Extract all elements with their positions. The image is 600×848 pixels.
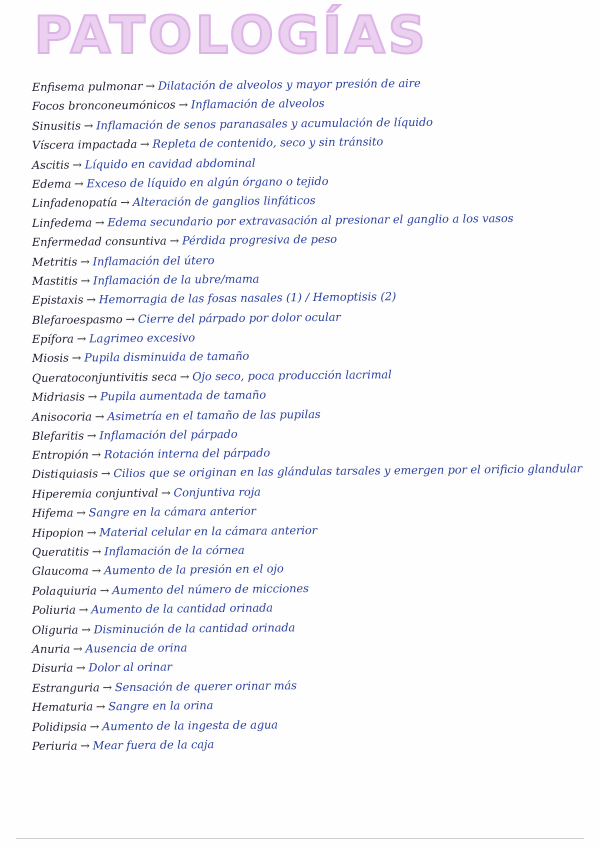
arrow-icon: →: [178, 98, 188, 112]
definition: Sangre en la cámara anterior: [88, 504, 257, 520]
arrow-icon: →: [81, 622, 91, 637]
arrow-icon: →: [91, 448, 102, 462]
term: Distiquiasis: [31, 467, 99, 481]
definition: Líquido en cavidad abdominal: [84, 156, 256, 172]
arrow-icon: →: [76, 506, 86, 520]
definition: Aumento de la ingesta de agua: [102, 717, 279, 733]
term: Polaquiuria: [31, 584, 97, 598]
definition: Conjuntiva roja: [173, 485, 261, 500]
term: Hiperemia conjuntival: [31, 486, 159, 501]
definition: Edema secundario por extravasación al presionar el ganglio a los vasos: [107, 211, 514, 229]
term: Oliguria: [31, 623, 79, 637]
definition: Repleta de contenido, seco y sin tránsito: [152, 135, 384, 151]
definition: Hemorragia de las fosas nasales (1) / Hemoptisis (2): [98, 290, 397, 307]
term: Estranguria: [31, 681, 100, 695]
arrow-icon: →: [74, 177, 84, 191]
arrow-icon: →: [86, 525, 97, 540]
term: Enfermedad consuntiva: [31, 234, 167, 250]
arrow-icon: →: [72, 158, 82, 172]
definition: Inflamación del útero: [92, 253, 215, 268]
definition: Lagrimeo excesivo: [89, 331, 196, 346]
arrow-icon: →: [83, 119, 94, 133]
arrow-icon: →: [169, 234, 180, 248]
arrow-icon: →: [87, 390, 98, 404]
arrow-icon: →: [73, 642, 83, 656]
arrow-icon: →: [125, 312, 136, 326]
arrow-icon: →: [78, 603, 89, 617]
term: Polidipsia: [31, 719, 87, 734]
term: Queratoconjuntivitis seca: [31, 370, 178, 385]
term: Poliuria: [31, 603, 76, 618]
definition: Cierre del párpado por dolor ocular: [137, 310, 341, 326]
arrow-icon: →: [179, 370, 190, 384]
term: Glaucoma: [31, 564, 89, 579]
term: Metritis: [31, 255, 78, 269]
term: Enfisema pulmonar: [31, 79, 143, 94]
definition: Ausencia de orina: [85, 641, 188, 656]
term: Linfedema: [31, 216, 93, 230]
definition: Ojo seco, poca producción lacrimal: [192, 368, 392, 384]
definition: Pupila disminuida de tamaño: [84, 350, 250, 365]
term: Miosis: [31, 352, 69, 366]
term: Midriasis: [31, 390, 85, 405]
definition: Aumento del número de micciones: [112, 581, 309, 597]
definition: Aumento de la cantidad orinada: [91, 601, 273, 617]
definition: Sensación de querer orinar más: [114, 678, 297, 694]
arrow-icon: →: [80, 274, 91, 288]
definition: Exceso de líquido en algún órgano o tejido: [86, 174, 329, 191]
definition: Aumento de la presión en el ojo: [103, 562, 284, 578]
definition: Inflamación del párpado: [99, 427, 238, 443]
arrow-icon: →: [120, 196, 130, 210]
page-bottom-rule: [16, 838, 584, 839]
arrow-icon: →: [89, 719, 100, 733]
arrow-icon: →: [76, 332, 87, 346]
term: Ascitis: [31, 158, 70, 172]
term: Queratitis: [31, 545, 89, 559]
definition: Inflamación de alveolos: [190, 97, 325, 112]
arrow-icon: →: [86, 293, 96, 307]
term: Blefaritis: [31, 429, 85, 444]
arrow-icon: →: [71, 351, 82, 366]
arrow-icon: →: [100, 466, 111, 481]
term: Focos bronconeumónicos: [31, 98, 176, 114]
term: Blefaroespasmo: [31, 312, 123, 327]
term: Hematuria: [31, 700, 94, 715]
definition: Inflamación de la córnea: [104, 543, 245, 559]
definition: Asimetría en el tamaño de las pupilas: [107, 407, 321, 423]
term: Edema: [31, 177, 72, 191]
term: Disuria: [31, 661, 74, 676]
arrow-icon: →: [161, 486, 171, 500]
definition: Sangre en la orina: [108, 699, 214, 714]
definition: Material celular en la cámara anterior: [99, 523, 318, 539]
definition: Cilios que se originan en las glándulas tarsales y emergen por el orificio glandular: [113, 462, 583, 480]
arrow-icon: →: [80, 254, 90, 269]
arrow-icon: →: [99, 583, 110, 598]
arrow-icon: →: [91, 564, 102, 578]
arrow-icon: →: [76, 661, 86, 675]
term: Anuria: [31, 642, 71, 656]
term: Hifema: [31, 506, 74, 521]
term: Mastitis: [31, 274, 78, 288]
term: Epistaxis: [31, 293, 84, 308]
term: Linfadenopatía: [31, 196, 118, 211]
arrow-icon: →: [94, 215, 105, 230]
definition: Disminución de la cantidad orinada: [93, 620, 296, 636]
definition: Dilatación de alveolos y mayor presión de aire: [157, 76, 421, 93]
definition: Pupila aumentada de tamaño: [100, 388, 267, 404]
arrow-icon: →: [102, 680, 113, 694]
arrow-icon: →: [86, 429, 97, 443]
term: Epífora: [31, 332, 74, 347]
arrow-icon: →: [91, 545, 102, 559]
term: Periuria: [31, 739, 78, 753]
term: Hipopion: [31, 526, 84, 540]
definition: Pérdida progresiva de peso: [181, 232, 338, 248]
arrow-icon: →: [95, 700, 106, 714]
definition: Inflamación de senos paranasales y acumulación de líquido: [96, 115, 433, 133]
term: Sinusitis: [31, 119, 81, 133]
term: Entropión: [31, 448, 89, 463]
definition: Inflamación de la ubre/mama: [93, 272, 260, 288]
arrow-icon: →: [145, 79, 155, 93]
arrow-icon: →: [140, 137, 150, 152]
definition: Mear fuera de la caja: [92, 737, 215, 753]
term: Anisocoria: [31, 410, 93, 424]
arrow-icon: →: [94, 409, 105, 423]
page-title: PATOLOGÍAS: [34, 6, 429, 66]
term: Víscera impactada: [31, 138, 138, 153]
arrow-icon: →: [80, 739, 90, 753]
definition: Dolor al orinar: [88, 660, 173, 675]
pathology-list: [32, 78, 592, 756]
definition: Alteración de ganglios linfáticos: [132, 194, 316, 210]
definition: Rotación interna del párpado: [103, 446, 271, 462]
